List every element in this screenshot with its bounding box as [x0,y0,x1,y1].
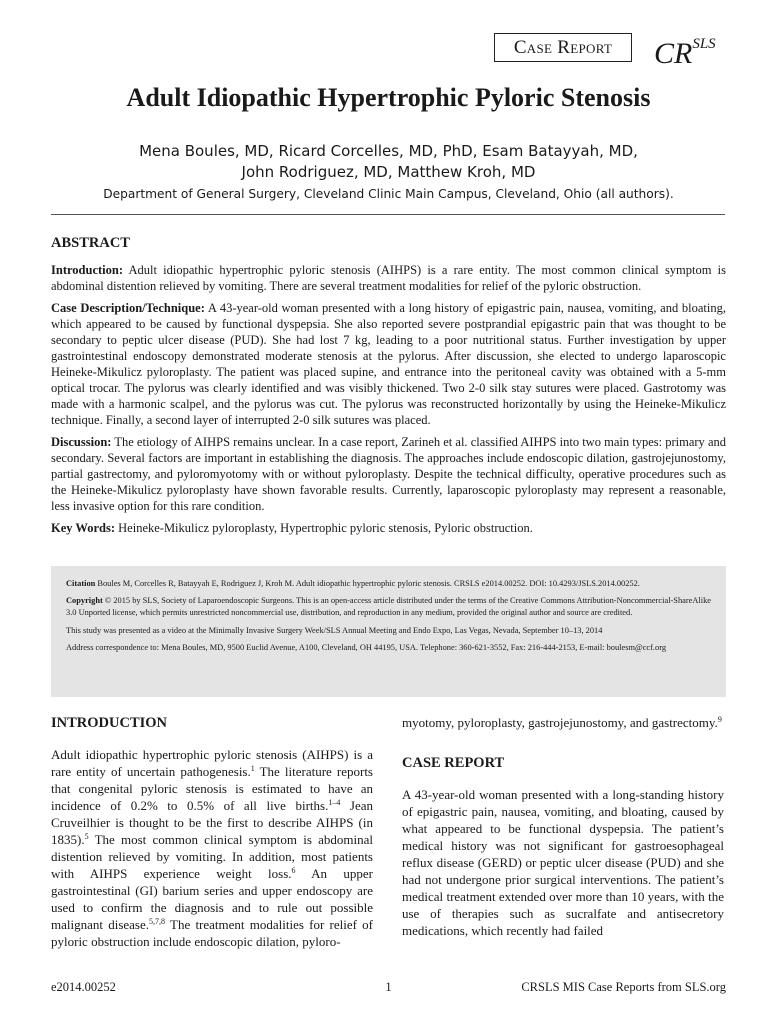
divider [51,214,725,215]
affiliation: Department of General Surgery, Cleveland Clinic Main Campus, Cleveland, Ohio (all authors). [103,187,674,201]
abstract-heading: ABSTRACT [51,235,130,251]
case-report-heading: CASE REPORT [402,755,505,771]
citation: Citation Boules M, Corcelles R, Batayyah E, Rodriguez J, Kroh M. Adult idiopathic hypertrophic pyloric stenosis. CRSLS e2014.00252. DOI: 10.4293/JSLS.2014.00252. [66,579,640,588]
case-report-paragraph: A 43-year-old woman presented with a long-standing history of epigastric pain, nausea, vomiting, and bloating, caused by what appeared to be functional dyspepsia. The patient’s medical history was not significant for gastroesophageal reflux disease (GERD) or peptic ulcer disease (PUD) and she had not undergone prior surgical interventions. The patient’s medical treatment extended over more than 10 years, with the use of therapies such as sucralfate and antisecretory medications, which recently had failed [402,787,724,938]
journal-logo: $CR^{SLS}$ [654,36,716,70]
journal-footer: CRSLS MIS Case Reports from SLS.org [521,980,726,994]
author-line: John Rodriguez, MD, Matthew Kroh, MD [241,163,536,181]
correspondence: Address correspondence to: Mena Boules, MD, 9500 Euclid Avenue, A100, Cleveland, OH 44195, USA. Telephone: 360-621-3552, Fax: 216-444-2153, E-mail: boulesm@ccf.org [66,642,667,652]
copyright: Copyright © 2015 by SLS, Society of Laparoendoscopic Surgeons. This is an open-access article distributed under the terms of the Creative Commons Attribution-Noncommercial-ShareAlike 3.0 Unported license, which permits unrestricted noncommercial use, distribution, and reproduction in any medium, provided the original author and source are credited. [66,596,711,618]
introduction-continuation: myotomy, pyloroplasty, gastrojejunostomy, and gastrectomy.$^9$ [402,715,722,730]
introduction-paragraph: Adult idiopathic hypertrophic pyloric stenosis (AIHPS) is a rare entity of uncertain pathogenesis.$^1$ The literature reports that congenital pyloric stenosis is estimated to have an incidence of 0.2% to 0.5% of all live births.$^{1-4}$ Jean Cruveilhier is thought to be the first to describe AIHPS (in 1835).$^5$ The most common clinical symptom is abdominal distention relieved by vomiting. In addition, most patients with AIHPS experience weight loss.$^6$ An upper gastrointestinal (GI) barium series and upper endoscopy are used to confirm the diagnosis and to rule out possible malignant disease.$^{5,7,8}$ The treatment modalities for relief of pyloric obstruction include endoscopic dilation, pyloro- [51,747,373,949]
article-id: e2014.00252 [51,980,116,994]
abstract-keywords: Key Words: Heineke-Mikulicz pyloroplasty, Hypertrophic pyloric stenosis, Pyloric obstruction. [51,521,533,535]
page-number: 1 [385,980,392,994]
article-type-label: Case Report [494,33,632,62]
abstract-introduction: Introduction: Adult idiopathic hypertrophic pyloric stenosis (AIHPS) is a rare entity. The most common clinical symptom is abdominal distention relieved by vomiting. There are several treatment modalities for relief of the pyloric obstruction. [51,263,726,293]
author-list [60,141,717,183]
introduction-section [51,714,373,950]
abstract-section [51,234,726,542]
page-footer [51,978,726,996]
abstract-discussion: Discussion: The etiology of AIHPS remains unclear. In a case report, Zarineh et al. classified AIHPS into two main types: primary and secondary. Several factors are important in establishing the diagnosis. The approaches include endoscopic dilation, gastrojejunostomy, partial gastrectomy, and pyloromyotomy with or without pyloroplasty. Despite the technical difficulty, operative procedures such as the Heineke-Mikulicz pyloroplasty have shown favorable results. Currently, laparoscopic pyloroplasty may represent a reasonable, less invasive option for this rare condition. [51,435,726,513]
article-title: Adult Idiopathic Hypertrophic Pyloric Stenosis [126,83,651,112]
introduction-heading: INTRODUCTION [51,715,168,731]
right-column [402,714,724,939]
abstract-case-description: Case Description/Technique: A 43-year-old woman presented with a long history of epigastric pain, nausea, vomiting, and bloating, which appeared to be caused by functional dyspepsia. She also reported severe postprandial epigastric pain that was thought to be secondary to peptic ulcer disease (PUD). She had lost 7 kg, leading to a poor nutritional status. Further investigation by upper gastrointestinal endoscopy demonstrated moderate stenosis at the pylorus. After discussion, she elected to undergo laparoscopic Heineke-Mikulicz pyloroplasty. The patient was placed supine, and entrance into the peritoneal cavity was obtained with a 5-mm optical trocar. The pylorus was clearly identified and was visibly thickened. Two 2-0 silk stay sutures were placed. Gastrotomy was made with a harmonic scalpel, and the pylorus was cut. The pylorus was reconstructed horizontally by using the Heineke-Mikulicz technique. Finally, a second layer of interrupted 2-0 silk sutures was placed. [51,301,726,427]
presentation-note: This study was presented as a video at the Minimally Invasive Surgery Week/SLS Annual Meeting and Endo Expo, Las Vegas, Nevada, September 10–13, 2014 [66,625,603,635]
author-line: Mena Boules, MD, Ricard Corcelles, MD, PhD, Esam Batayyah, MD, [139,142,638,160]
citation-box [51,566,726,697]
